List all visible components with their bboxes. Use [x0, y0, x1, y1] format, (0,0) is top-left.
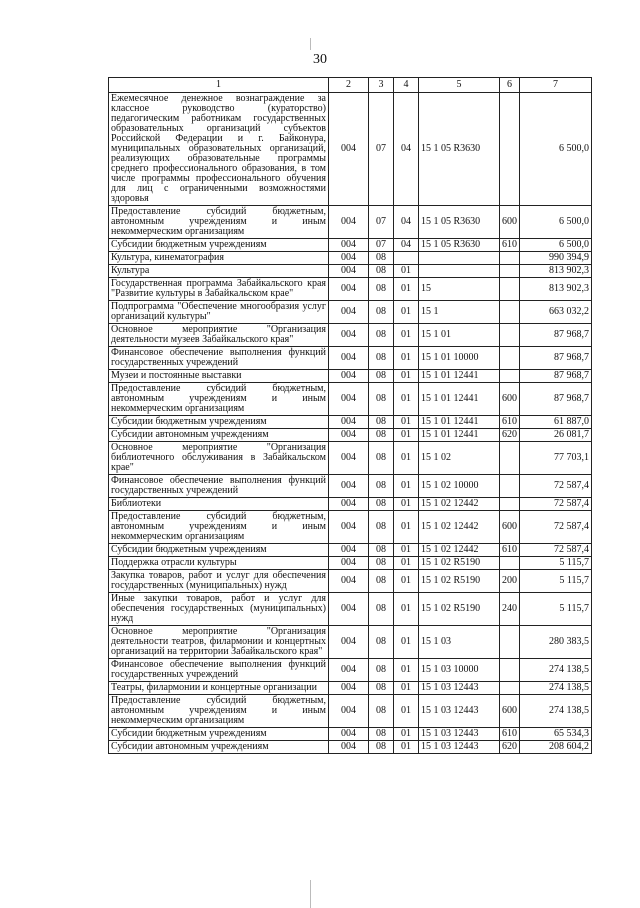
column-header: 7: [520, 78, 592, 93]
row-ministry: 004: [329, 695, 369, 728]
row-ministry: 004: [329, 544, 369, 557]
row-section: 08: [369, 659, 394, 682]
row-target-article: 15 1 01 12441: [419, 383, 500, 416]
row-target-article: 15 1 01 12441: [419, 370, 500, 383]
row-ministry: 004: [329, 626, 369, 659]
row-name: Финансовое обеспечение выполнения функций государственных учреждений: [109, 659, 329, 682]
row-subsection: 04: [394, 239, 419, 252]
row-amount: 5 115,7: [520, 557, 592, 570]
row-target-article: 15 1 02 R5190: [419, 593, 500, 626]
row-name: Музеи и постоянные выставки: [109, 370, 329, 383]
row-target-article: 15 1 02: [419, 442, 500, 475]
row-section: 08: [369, 301, 394, 324]
row-target-article: 15 1 02 12442: [419, 511, 500, 544]
row-section: 08: [369, 265, 394, 278]
table-row: [109, 498, 592, 511]
row-subsection: 01: [394, 278, 419, 301]
row-ministry: 004: [329, 570, 369, 593]
row-subsection: 01: [394, 429, 419, 442]
row-section: 08: [369, 728, 394, 741]
row-section: 08: [369, 370, 394, 383]
row-section: 08: [369, 347, 394, 370]
row-amount: 274 138,5: [520, 659, 592, 682]
row-expense-type: [500, 626, 520, 659]
row-target-article: [419, 265, 500, 278]
row-ministry: 004: [329, 728, 369, 741]
row-amount: 26 081,7: [520, 429, 592, 442]
row-section: 08: [369, 557, 394, 570]
row-target-article: 15 1 03 12443: [419, 695, 500, 728]
row-expense-type: [500, 324, 520, 347]
row-ministry: 004: [329, 475, 369, 498]
row-ministry: 004: [329, 593, 369, 626]
row-section: 08: [369, 429, 394, 442]
row-ministry: 004: [329, 383, 369, 416]
row-target-article: 15 1 01: [419, 324, 500, 347]
row-expense-type: [500, 475, 520, 498]
row-name: Субсидии автономным учреждениям: [109, 429, 329, 442]
row-name: Предоставление субсидий бюджетным, автономным учреждениям и иным некоммерческим организациям: [109, 206, 329, 239]
row-amount: 6 500,0: [520, 239, 592, 252]
row-target-article: 15 1 05 R3630: [419, 93, 500, 206]
row-section: 08: [369, 682, 394, 695]
row-amount: 663 032,2: [520, 301, 592, 324]
row-expense-type: [500, 557, 520, 570]
row-amount: 5 115,7: [520, 570, 592, 593]
row-subsection: 01: [394, 475, 419, 498]
row-section: 08: [369, 278, 394, 301]
row-ministry: 004: [329, 239, 369, 252]
row-expense-type: 200: [500, 570, 520, 593]
column-header: 5: [419, 78, 500, 93]
row-expense-type: [500, 682, 520, 695]
row-target-article: 15 1 02 12442: [419, 498, 500, 511]
row-name: Субсидии автономным учреждениям: [109, 741, 329, 754]
row-expense-type: [500, 265, 520, 278]
row-name: Государственная программа Забайкальского края "Развитие культуры в Забайкальском крае": [109, 278, 329, 301]
row-target-article: 15 1 03 12443: [419, 741, 500, 754]
row-subsection: 01: [394, 570, 419, 593]
row-subsection: 01: [394, 301, 419, 324]
row-name: Финансовое обеспечение выполнения функций государственных учреждений: [109, 475, 329, 498]
row-section: 08: [369, 498, 394, 511]
column-header: 2: [329, 78, 369, 93]
row-subsection: 01: [394, 728, 419, 741]
row-expense-type: [500, 659, 520, 682]
row-expense-type: 620: [500, 429, 520, 442]
row-target-article: 15 1 03 10000: [419, 659, 500, 682]
row-subsection: 01: [394, 682, 419, 695]
row-amount: 990 394,9: [520, 252, 592, 265]
row-subsection: 01: [394, 383, 419, 416]
row-ministry: 004: [329, 324, 369, 347]
row-target-article: 15 1 02 R5190: [419, 557, 500, 570]
table-row: [109, 728, 592, 741]
row-name: Библиотеки: [109, 498, 329, 511]
row-subsection: 01: [394, 370, 419, 383]
row-ministry: 004: [329, 498, 369, 511]
binding-mark-bottom: [310, 880, 311, 908]
row-target-article: 15 1 03: [419, 626, 500, 659]
row-name: Субсидии бюджетным учреждениям: [109, 544, 329, 557]
table-row: [109, 682, 592, 695]
row-target-article: [419, 252, 500, 265]
row-subsection: 01: [394, 347, 419, 370]
row-name: Закупка товаров, работ и услуг для обеспечения государственных (муниципальных) нужд: [109, 570, 329, 593]
row-name: Субсидии бюджетным учреждениям: [109, 416, 329, 429]
row-ministry: 004: [329, 416, 369, 429]
row-target-article: 15 1 05 R3630: [419, 239, 500, 252]
row-expense-type: [500, 442, 520, 475]
row-subsection: 01: [394, 416, 419, 429]
row-ministry: 004: [329, 278, 369, 301]
row-target-article: 15: [419, 278, 500, 301]
row-ministry: 004: [329, 741, 369, 754]
table-row: [109, 442, 592, 475]
row-amount: 72 587,4: [520, 498, 592, 511]
row-ministry: 004: [329, 265, 369, 278]
table-row: [109, 475, 592, 498]
table-row: [109, 544, 592, 557]
row-target-article: 15 1 03 12443: [419, 728, 500, 741]
row-section: 07: [369, 239, 394, 252]
table-row: [109, 347, 592, 370]
row-name: Основное мероприятие "Организация библиотечного обслуживания в Забайкальском крае": [109, 442, 329, 475]
row-amount: 87 968,7: [520, 383, 592, 416]
table-row: [109, 93, 592, 206]
row-amount: 208 604,2: [520, 741, 592, 754]
row-subsection: [394, 252, 419, 265]
row-section: 08: [369, 416, 394, 429]
row-subsection: 01: [394, 593, 419, 626]
row-expense-type: 600: [500, 511, 520, 544]
row-amount: 274 138,5: [520, 695, 592, 728]
row-section: 08: [369, 475, 394, 498]
table-row: [109, 511, 592, 544]
row-name: Подпрограмма "Обеспечение многообразия услуг организаций культуры": [109, 301, 329, 324]
table-row: [109, 252, 592, 265]
table-body: [109, 93, 592, 754]
row-ministry: 004: [329, 429, 369, 442]
table-row: [109, 265, 592, 278]
row-expense-type: 610: [500, 416, 520, 429]
row-amount: 274 138,5: [520, 682, 592, 695]
row-expense-type: [500, 347, 520, 370]
row-subsection: 01: [394, 695, 419, 728]
row-target-article: 15 1 01 12441: [419, 416, 500, 429]
row-target-article: 15 1 02 10000: [419, 475, 500, 498]
table-row: [109, 370, 592, 383]
row-expense-type: [500, 252, 520, 265]
table-row: [109, 659, 592, 682]
row-name: Субсидии бюджетным учреждениям: [109, 728, 329, 741]
table-row: [109, 593, 592, 626]
column-header: 3: [369, 78, 394, 93]
row-expense-type: 600: [500, 383, 520, 416]
row-ministry: 004: [329, 370, 369, 383]
row-expense-type: 600: [500, 695, 520, 728]
row-name: Субсидии бюджетным учреждениям: [109, 239, 329, 252]
row-subsection: 01: [394, 265, 419, 278]
row-ministry: 004: [329, 682, 369, 695]
row-subsection: 01: [394, 659, 419, 682]
row-section: 08: [369, 544, 394, 557]
row-section: 08: [369, 324, 394, 347]
row-amount: 61 887,0: [520, 416, 592, 429]
row-name: Культура, кинематография: [109, 252, 329, 265]
row-amount: 6 500,0: [520, 93, 592, 206]
row-subsection: 01: [394, 741, 419, 754]
row-ministry: 004: [329, 301, 369, 324]
row-section: 08: [369, 695, 394, 728]
row-subsection: 01: [394, 626, 419, 659]
table-row: [109, 324, 592, 347]
row-amount: 280 383,5: [520, 626, 592, 659]
row-subsection: 01: [394, 544, 419, 557]
table-row: [109, 239, 592, 252]
row-name: Поддержка отрасли культуры: [109, 557, 329, 570]
budget-table: [108, 77, 592, 754]
page-number: 30: [313, 52, 327, 67]
row-name: Ежемесячное денежное вознаграждение за классное руководство (кураторство) педагогическим работникам государственных образовательных организаций субъектов Российской Федерации и г. Байконура, муниципальных образовательных организаций, реализующих образовательные программы среднего профессионального образования, в том числе программы профессионального обучения для лиц с ограниченными возможностями здоровья: [109, 93, 329, 206]
row-section: 07: [369, 93, 394, 206]
row-ministry: 004: [329, 442, 369, 475]
table-row: [109, 626, 592, 659]
row-name: Театры, филармонии и концертные организации: [109, 682, 329, 695]
row-expense-type: [500, 278, 520, 301]
row-ministry: 004: [329, 347, 369, 370]
row-name: Финансовое обеспечение выполнения функций государственных учреждений: [109, 347, 329, 370]
row-amount: 87 968,7: [520, 347, 592, 370]
table-row: [109, 383, 592, 416]
row-subsection: 04: [394, 206, 419, 239]
row-expense-type: [500, 93, 520, 206]
row-section: 08: [369, 570, 394, 593]
row-amount: 72 587,4: [520, 544, 592, 557]
table-row: [109, 278, 592, 301]
row-subsection: 01: [394, 442, 419, 475]
column-header: 6: [500, 78, 520, 93]
row-subsection: 01: [394, 498, 419, 511]
row-target-article: 15 1: [419, 301, 500, 324]
table-row: [109, 301, 592, 324]
row-section: 08: [369, 511, 394, 544]
row-amount: 87 968,7: [520, 324, 592, 347]
table-row: [109, 206, 592, 239]
row-ministry: 004: [329, 252, 369, 265]
table-row: [109, 416, 592, 429]
table-row: [109, 570, 592, 593]
row-expense-type: 610: [500, 239, 520, 252]
row-ministry: 004: [329, 557, 369, 570]
row-ministry: 004: [329, 206, 369, 239]
row-amount: 5 115,7: [520, 593, 592, 626]
row-target-article: 15 1 01 12441: [419, 429, 500, 442]
row-section: 08: [369, 626, 394, 659]
row-expense-type: 610: [500, 728, 520, 741]
row-section: 07: [369, 206, 394, 239]
row-amount: 6 500,0: [520, 206, 592, 239]
row-subsection: 01: [394, 557, 419, 570]
column-header: 1: [109, 78, 329, 93]
row-amount: 72 587,4: [520, 511, 592, 544]
row-target-article: 15 1 03 12443: [419, 682, 500, 695]
row-section: 08: [369, 252, 394, 265]
row-name: Основное мероприятие "Организация деятельности театров, филармонии и концертных организаций на территории Забайкальского края": [109, 626, 329, 659]
row-section: 08: [369, 442, 394, 475]
table-row: [109, 695, 592, 728]
row-amount: 72 587,4: [520, 475, 592, 498]
table-row: [109, 741, 592, 754]
binding-mark-top: [310, 38, 311, 50]
row-ministry: 004: [329, 93, 369, 206]
table-row: [109, 557, 592, 570]
row-name: Предоставление субсидий бюджетным, автономным учреждениям и иным некоммерческим организациям: [109, 511, 329, 544]
row-amount: 813 902,3: [520, 265, 592, 278]
row-subsection: 01: [394, 324, 419, 347]
row-expense-type: 600: [500, 206, 520, 239]
row-expense-type: [500, 498, 520, 511]
row-name: Предоставление субсидий бюджетным, автономным учреждениям и иным некоммерческим организациям: [109, 383, 329, 416]
row-subsection: 04: [394, 93, 419, 206]
row-amount: 77 703,1: [520, 442, 592, 475]
row-ministry: 004: [329, 659, 369, 682]
row-expense-type: [500, 301, 520, 324]
row-name: Основное мероприятие "Организация деятельности музеев Забайкальского края": [109, 324, 329, 347]
row-target-article: 15 1 05 R3630: [419, 206, 500, 239]
row-target-article: 15 1 02 R5190: [419, 570, 500, 593]
row-amount: 87 968,7: [520, 370, 592, 383]
row-section: 08: [369, 593, 394, 626]
row-amount: 813 902,3: [520, 278, 592, 301]
column-header: 4: [394, 78, 419, 93]
row-target-article: 15 1 02 12442: [419, 544, 500, 557]
table-header-row: [109, 78, 592, 93]
row-expense-type: 240: [500, 593, 520, 626]
row-subsection: 01: [394, 511, 419, 544]
row-ministry: 004: [329, 511, 369, 544]
row-name: Культура: [109, 265, 329, 278]
table-row: [109, 429, 592, 442]
row-expense-type: 610: [500, 544, 520, 557]
row-section: 08: [369, 383, 394, 416]
row-name: Предоставление субсидий бюджетным, автономным учреждениям и иным некоммерческим организациям: [109, 695, 329, 728]
row-expense-type: 620: [500, 741, 520, 754]
row-section: 08: [369, 741, 394, 754]
row-expense-type: [500, 370, 520, 383]
row-name: Иные закупки товаров, работ и услуг для обеспечения государственных (муниципальных) нужд: [109, 593, 329, 626]
row-target-article: 15 1 01 10000: [419, 347, 500, 370]
row-amount: 65 534,3: [520, 728, 592, 741]
